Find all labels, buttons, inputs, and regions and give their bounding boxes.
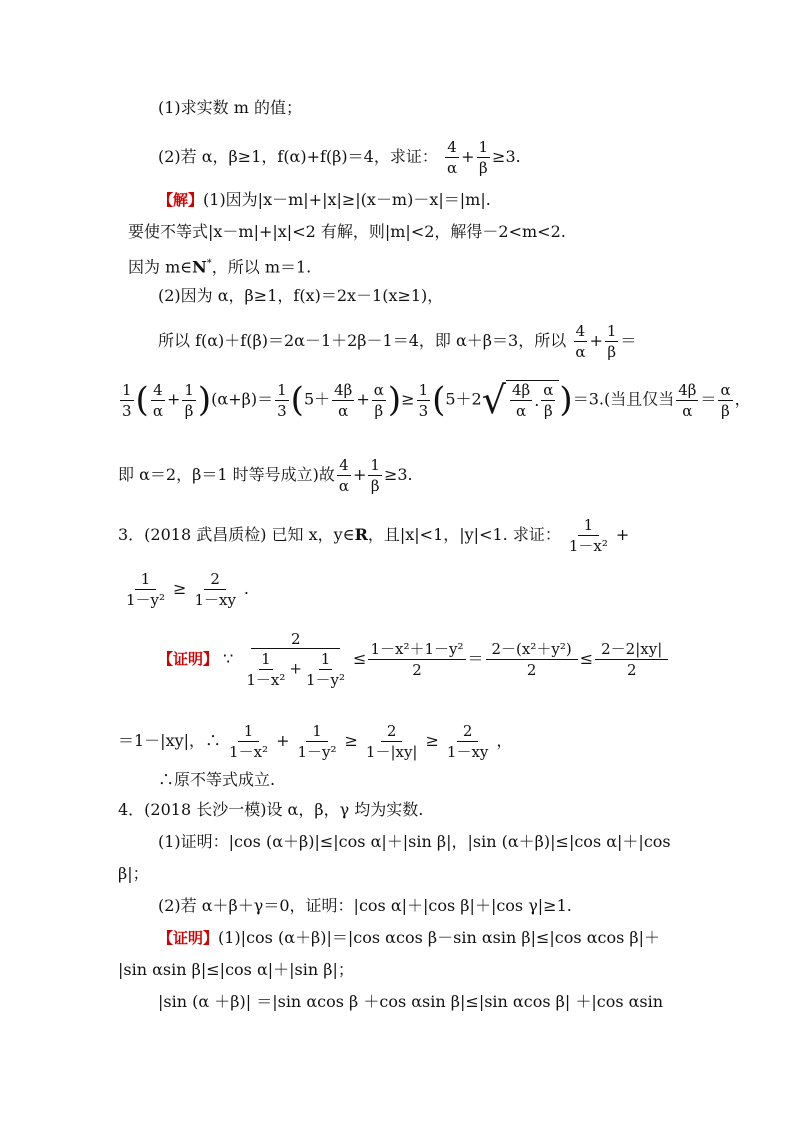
solution-line-4: (2)因为 α，β≥1，f(x)＝2x－1(x≥1)， (158, 286, 444, 305)
proof4-line-1: 【证明】(1)|cos (α＋β)|＝|cos αcos β－sin αsin β|≤|cos αcos β|＋ (158, 928, 661, 947)
solution-line-2: 要使不等式|x－m|+|x|<2 有解，则|m|<2，解得－2<m<2. (128, 222, 566, 241)
question-4-part1-cont: β|； (118, 864, 149, 883)
proof-tag: 【证明】 (158, 929, 219, 947)
question-part2: (2)若 α，β≥1，f(α)+f(β)＝4，求证： $\frac{4}{\alpha}$ + $\frac{1}{\beta}$ ≥3. (158, 138, 521, 177)
question-4-part1: (1)证明：|cos (α＋β)|≤|cos α|＋|sin β|，|sin (α＋β)|≤|cos α|＋|cos (158, 832, 671, 851)
solution-line-7: 即 α＝2，β＝1 时等号成立)故 $\frac{4}{\alpha}$ + $\frac{1}{\beta}$ ≥3. (118, 456, 413, 495)
solution-line-5: 所以 f(α)＋f(β)＝2α－1＋2β－1＝4，即 α＋β＝3，所以 $\frac{4}{\alpha}$ + $\frac{1}{\beta}$ ＝ (158, 322, 637, 361)
question-3-cont: $\frac{1}{\text{1－y²}}$ ≥ $\frac{2}{1-xy}$ . (126, 570, 250, 609)
fraction: $\frac{4}{\alpha}$ (446, 138, 458, 177)
text: (2)若 α，β≥1，f(α)+f(β)＝4，求证： (158, 147, 438, 166)
sqrt: √ $\frac{4\beta}{\alpha}$ . $\frac{\alpha}{\beta}$ (482, 380, 560, 420)
proof-tag: 【证明】 (158, 650, 219, 668)
solution-line-3: 因为 m∈N*，所以 m＝1. (128, 257, 312, 277)
question-3: 3．(2018 武昌质检) 已知 x，y∈R，且|x|<1，|y|<1. 求证： $\frac{1}{\text{1－x²}}$ + (118, 516, 630, 555)
proof4-line-2: |sin αsin β|≤|cos α|＋|sin β|； (118, 960, 354, 979)
solution-line-6: $\frac{1}{3}$ ( $\frac{4}{\alpha}$ + $\frac{1}{\beta}$ )(α+β)＝ $\frac{1}{3}$ (5＋ $\frac{4\beta}{\alpha}$ + $\frac{\alpha}{\beta}$ )≥ $\frac{1}{3}$ (5＋2 √ $\frac{4\beta}{\alpha}$ . $\frac{\alpha}{\beta}$ )＝3.(当且仅当 $\frac{4\beta}{\alpha}$ ＝ $\frac{\alpha}{\beta}$ ， (122, 378, 751, 422)
question-part1: (1)求实数 m 的值； (158, 98, 303, 117)
solution-line-1: 【解】(1)因为|x－m|+|x|≥|(x－m)－x|＝|m|. (158, 190, 491, 209)
question-4-part2: (2)若 α＋β＋γ＝0，证明：|cos α|＋|cos β|＋|cos γ|≥1. (158, 896, 572, 915)
proof4-line-3: |sin (α ＋β)| ＝|sin αcos β ＋cos αsin β|≤|sin αcos β| ＋|cos αsin (158, 992, 664, 1011)
fraction: $\frac{1}{\beta}$ (478, 138, 489, 177)
proof3-line-3: ∴原不等式成立. (158, 770, 276, 789)
proof3-line-2: ＝1－|xy|，∴ $\frac{1}{\text{1－x²}}$ + $\frac{1}{\text{1－y²}}$ ≥ $\frac{2}{1-|xy|}$ ≥ $\frac{2}{1-xy}$ ， (118, 722, 513, 761)
proof3-line-1: 【证明】 ∵ 2 $\frac{1}{\text{1－x²}}$ + $\frac{1}{\text{1－y²}}$ ≤ $\frac{\text{1－x²＋1－y²}}{2}$ ＝ $\frac{\text{2－(x²＋y²)}}{2}$ ≤ $\frac{2-2|xy|}{2}$ (158, 630, 670, 689)
compound-fraction: 2 $\frac{1}{\text{1－x²}}$ + $\frac{1}{\text{1－y²}}$ (246, 630, 346, 689)
solution-tag: 【解】 (158, 191, 204, 209)
question-4: 4．(2018 长沙一模)设 α，β，γ 均为实数. (118, 800, 424, 819)
